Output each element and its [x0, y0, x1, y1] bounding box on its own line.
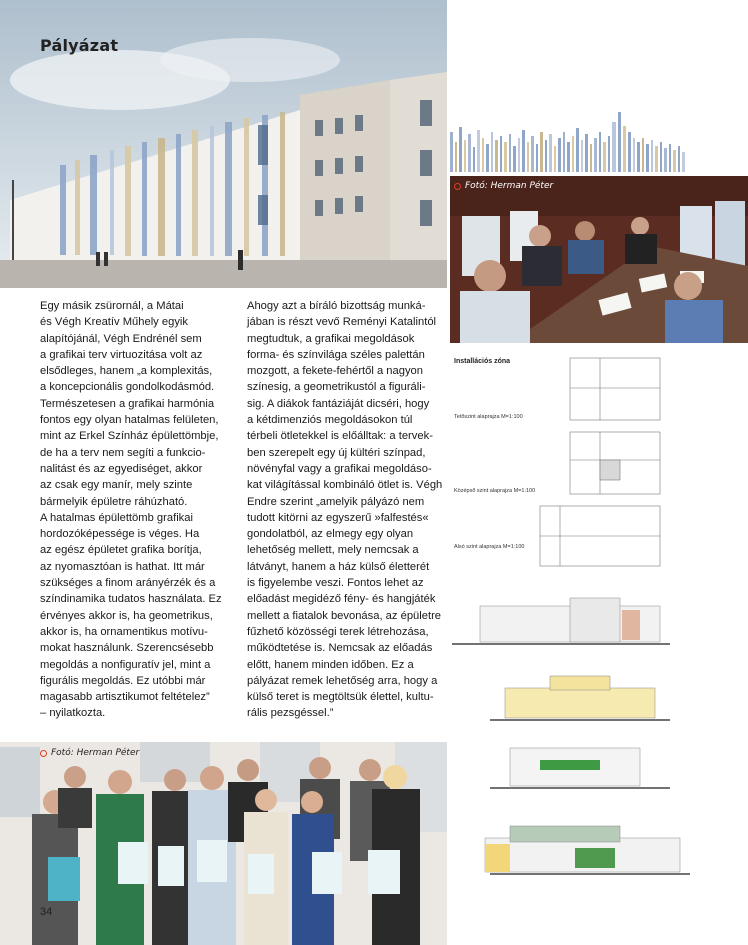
column-1-text: Egy másik zsürornál, a Mátai és Végh Kreatív Műhely egyik alapítójánál, Végh Endrénél sem a grafikai terv virtuozitása volt az elsődleges, hanem „a komplexitás, a koncepcionális gondolkodásmód. Természetesen a grafikai harmónia fontos egy olyan hatalmas felületen, mint az Erkel Színház épülettömbje, de ha a terv nem segíti a funkcio- nalitást és az egyediséget, akkor az csak egy manír, mely szinte bármelyik épületre ráhúzható. A hatalmas épülettömb grafikai hordozóképessége is véges. Ha az egész épületet grafika borítja, az nyomasztóan is hathat. Itt már szükséges a finom arányérzék és a színdinamika tudatos használata. Ez érvényes akkor is, ha geometrikus, akkor is, ha ornamentikus motívu- mokat használunk. Szerencsésebb megoldás a nonfiguratív jel, mint a figurális megoldás. Ez utóbbi már magasabb artisztikumot feltételez” – nyilatkozta. [40, 300, 222, 720]
credit-marker-icon [454, 183, 461, 190]
group-photo-credit [40, 748, 139, 758]
group-credit-text: Fotó: Herman Péter [51, 748, 140, 758]
plans-drawing [450, 348, 748, 938]
jury-meeting-photo [450, 176, 748, 343]
meeting-illustration [450, 176, 748, 343]
section-label: Pályázat [40, 36, 119, 55]
article-column-1 [40, 298, 240, 722]
plan-label-roof: Tetőszint alaprajza M=1:100 [454, 414, 523, 420]
skyline-graphic [450, 112, 690, 172]
plan-label-middle: Középső szint alaprajza M=1:100 [454, 488, 536, 494]
skyline-bars [450, 112, 690, 172]
award-winners-photo [0, 742, 447, 945]
credit-marker-icon [40, 750, 47, 757]
plans-title: Installációs zóna [454, 358, 511, 365]
page-number: 34 [40, 906, 53, 918]
plan-label-lower: Alsó szint alaprajza M=1:100 [454, 544, 525, 550]
article-column-2 [247, 298, 447, 722]
meeting-photo-credit [454, 181, 553, 191]
group-illustration [0, 742, 447, 945]
meeting-credit-text: Fotó: Herman Péter [465, 181, 554, 191]
column-2-text: Ahogy azt a bíráló bizottság munká- jában is részt vevő Reményi Katalintól megtudtuk, a grafikai megoldások forma- és színvilága széles palettán mozgott, a fekete-fehértől a nagyon színesig, a geometrikustól a figuráli- sig. A diákok fantáziáját dicséri, hogy a kétdimenziós megoldásokon túl térbeli ötletekkel is előálltak: a tervek- ben szerepelt egy új kültéri színpad, növényfal vagy a grafikai megoldáso- kat világítással kombináló ötlet is. Végh Endre szerint „amelyik pályázó nem tudott kitörni az egyszerű »falfestés« gondolatból, az elmegy egy olyan lehetőség mellett, mely nemcsak a látványt, hanem a ház külső életterét is figyelembe veszi. Fontos lehet az előadást megidéző fény- és hangjáték mellett a fiatalok bevonása, az épületre fűzhető közösségi terek létrehozása, működtetése is. Nemcsak az előadás előtt, hanem minden időben. Ez a pályázat remek lehetőség arra, hogy a külső teret is megtöltsük élettel, kultu- rális pezsgéssel.” [247, 300, 443, 720]
architectural-plans [450, 348, 748, 938]
